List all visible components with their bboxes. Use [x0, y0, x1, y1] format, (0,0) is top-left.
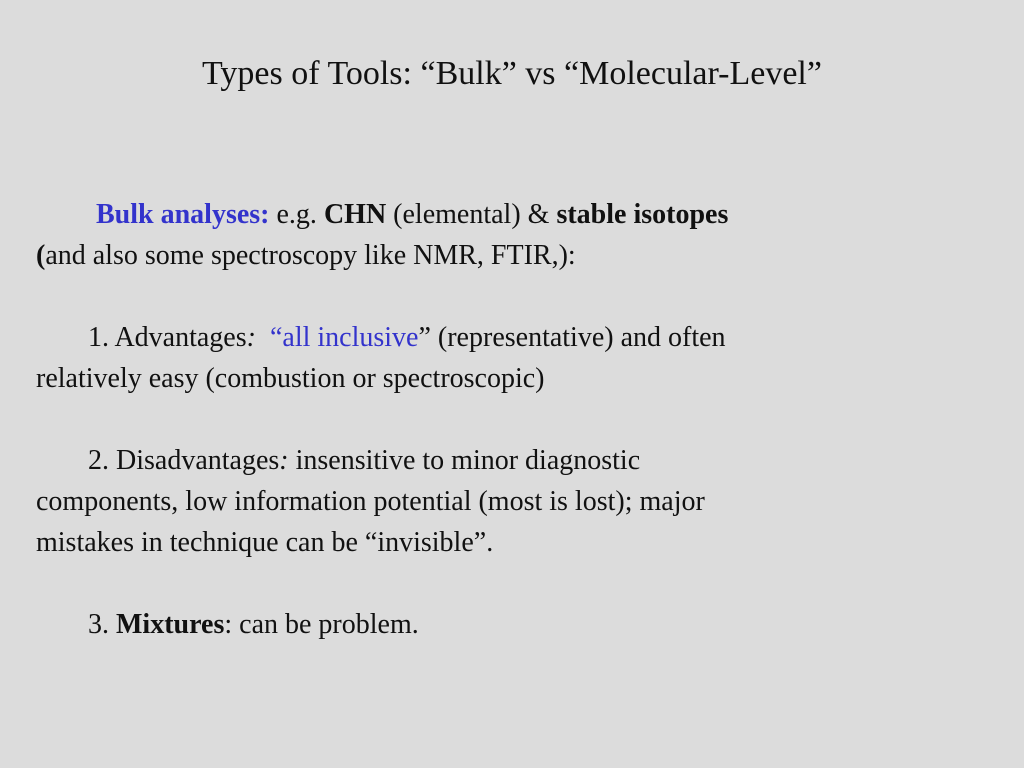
chn-term: CHN: [323, 199, 387, 230]
disadvantages-paragraph: [36, 440, 996, 563]
spacer: [36, 563, 996, 604]
advantages-rest: ” (representative) and often: [418, 322, 726, 353]
disadvantages-rest: insensitive to minor diagnostic: [288, 445, 641, 476]
spacer: [36, 276, 996, 317]
mixtures-lead: 3.: [88, 609, 116, 640]
intro-paragraph: [36, 194, 996, 276]
advantages-line2: relatively easy (combustion or spectroscopic): [36, 363, 545, 394]
mixtures-paragraph: [36, 604, 996, 645]
disadvantages-line2: components, low information potential (most is lost); major: [36, 486, 705, 517]
advantages-space: [256, 322, 270, 353]
slide-title: Types of Tools: “Bulk” vs “Molecular-Level”: [202, 55, 822, 92]
mixtures-keyword: Mixtures: [116, 609, 225, 640]
disadvantages-colon: :: [279, 445, 289, 476]
advantages-colon: :: [246, 322, 256, 353]
eg-text: e.g.: [269, 199, 324, 230]
stable-isotopes-term: stable isotopes: [556, 199, 729, 230]
open-paren: (: [36, 240, 46, 271]
all-inclusive-text: “all inclusive: [269, 322, 419, 353]
disadvantages-line3: mistakes in technique can be “invisible”.: [36, 527, 494, 558]
slide-body: [36, 194, 996, 645]
spacer: [36, 399, 996, 440]
advantages-lead: 1. Advantages: [88, 322, 247, 353]
disadvantages-lead: 2. Disadvantages: [88, 445, 280, 476]
bulk-analyses-label: Bulk analyses:: [96, 199, 270, 230]
spectroscopy-text: and also some spectroscopy like NMR, FTIR,):: [45, 240, 576, 271]
mixtures-rest: : can be problem.: [224, 609, 419, 640]
elemental-text: (elemental) &: [386, 199, 557, 230]
advantages-paragraph: [36, 317, 996, 399]
